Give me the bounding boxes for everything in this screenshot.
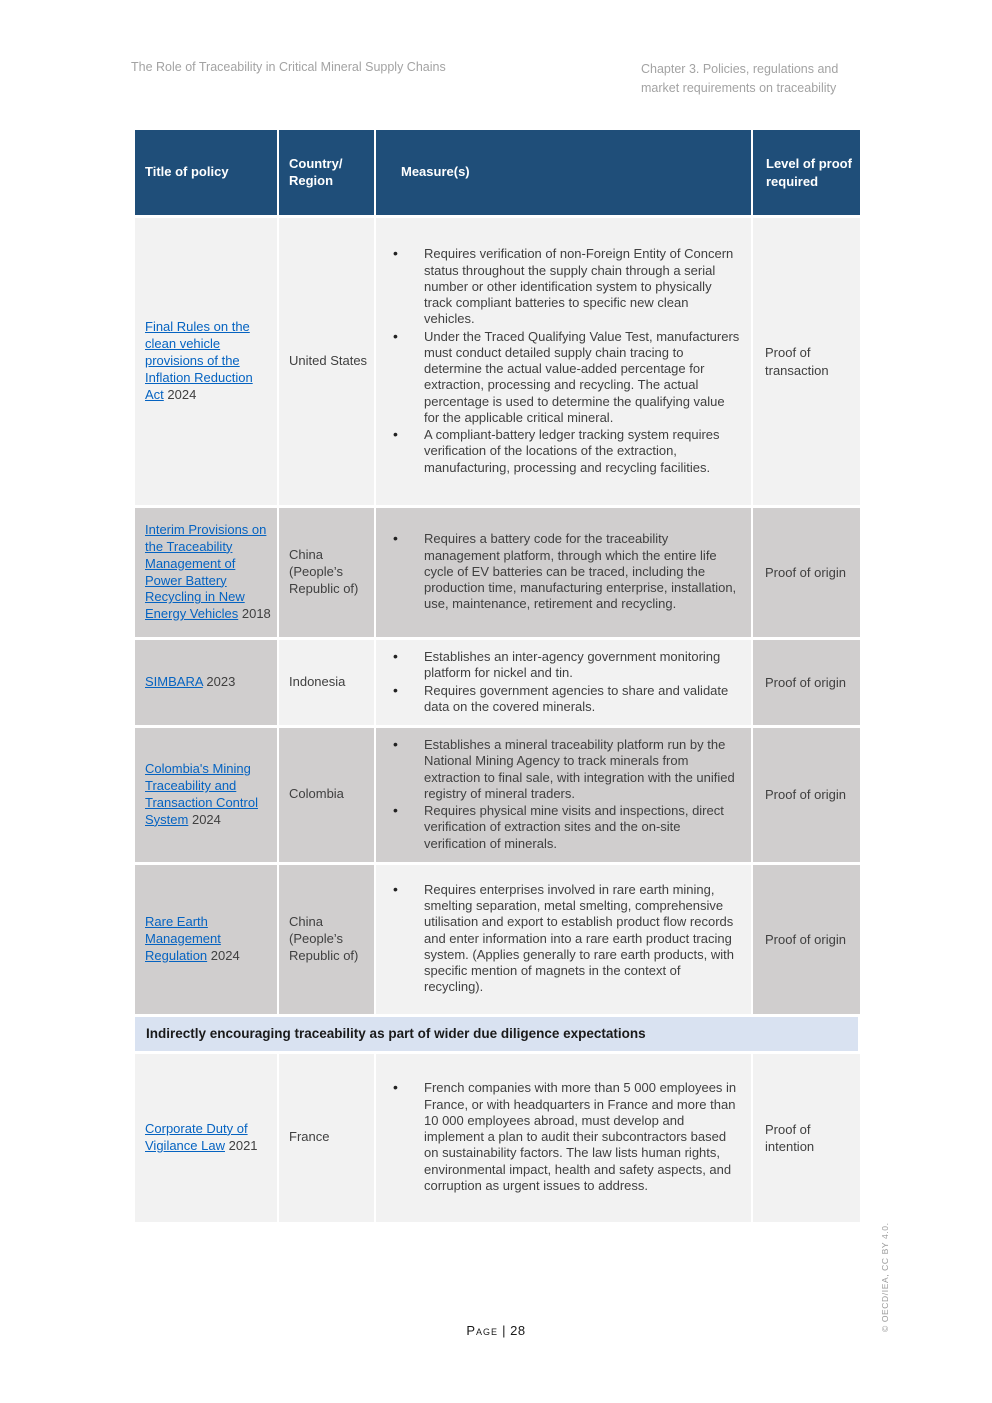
measure-item: • Requires physical mine visits and inspections, direct verification of extraction sites and the on-site verification of minerals. [376,803,741,852]
measure-item: • French companies with more than 5 000 employees in France, or with headquarters in France and more than 10 000 employees abroad, must develop and implement a plan to audit their subcontractors based on sustainability factors. The law lists human rights, environmental impact, health and safety aspects, and corruption as urgent issues to address. [376,1080,741,1194]
table-row [135,1054,858,1222]
policy-link[interactable]: Interim Provisions on the Traceability Management of Power Battery Recycling in New Energy Vehicles [145,521,267,622]
policy-title-cell [135,728,277,862]
country-cell: China (People’s Republic of) [279,865,374,1014]
policy-year: 2018 [241,606,271,622]
table-row [135,640,858,725]
column-header-proof: Level of proof required [753,130,860,215]
measure-item: • Requires a battery code for the traceability management platform, through which the entire life cycle of EV batteries can be traced, including the production time, manufacturing enterprise, installation, use, maintenance, retirement and recycling. [376,531,741,612]
policy-title-cell [135,865,277,1014]
policy-link[interactable]: Colombia's Mining Traceability and Transaction Control System [145,761,258,827]
measure-item: • Establishes a mineral traceability platform run by the National Mining Agency to track minerals from extraction to final sale, with integration with the unified registry of mineral traders. [376,737,741,802]
policy-title-cell [135,1054,277,1222]
column-header-title: Title of policy [135,130,277,215]
country-cell: China (People’s Republic of) [279,508,374,637]
policy-link[interactable]: Final Rules on the clean vehicle provisions of the Inflation Reduction Act [145,319,253,402]
proof-cell: Proof of transaction [753,218,860,505]
measure-item: • Requires government agencies to share and validate data on the covered minerals. [376,683,741,716]
measure-item: • Under the Traced Qualifying Value Test, manufacturers must conduct detailed supply chain tracing to determine the actual value-added percentage for extraction, processing and recycling. The actual percentage is used to determine the qualifying value for the applicable critical mineral. [376,329,741,427]
country-cell: United States [279,218,374,505]
policy-link[interactable]: Corporate Duty of Vigilance Law [145,1120,248,1153]
column-header-measures: Measure(s) [376,130,751,215]
running-header-right: Chapter 3. Policies, regulations and market requirements on traceability [641,62,839,96]
page-number [0,1323,992,1338]
country-cell: Indonesia [279,640,374,725]
page-number-value: | 28 [502,1323,526,1338]
policy-title-cell [135,508,277,637]
measure-item: • Establishes an inter-agency government monitoring platform for nickel and tin. [376,649,741,682]
running-header-left: The Role of Traceability in Critical Mineral Supply Chains [131,60,446,74]
proof-cell: Proof of intention [753,1054,860,1222]
table-header-row [135,130,858,215]
measures-cell [376,728,751,862]
proof-cell: Proof of origin [753,865,860,1014]
policy-table [135,130,858,1225]
measures-cell [376,640,751,725]
policy-title-cell [135,640,277,725]
measures-cell [376,865,751,1014]
proof-cell: Proof of origin [753,728,860,862]
policy-year: 2023 [206,674,236,690]
measures-cell [376,1054,751,1222]
table-row [135,508,858,637]
country-cell: Colombia [279,728,374,862]
policy-title-cell [135,218,277,505]
measures-cell [376,218,751,505]
measure-item: • A compliant-battery ledger tracking system requires verification of the locations of the extraction, manufacturing, processing and recycling facilities. [376,427,741,476]
table-row [135,865,858,1014]
column-header-country: Country/ Region [279,130,374,215]
policy-link[interactable]: Rare Earth Management Regulation [145,913,221,963]
table-section-header: Indirectly encouraging traceability as part of wider due diligence expectations [135,1017,858,1051]
measure-item: • Requires enterprises involved in rare earth mining, smelting separation, metal smelting, comprehensive utilisation and export to establish product flow records and enter information into a rare earth product tracing system. (Applies generally to rare earth products, with specific mention of magnets in the context of recycling). [376,882,741,996]
policy-year: 2021 [228,1137,258,1153]
policy-year: 2024 [210,947,240,963]
copyright-note: © OECD/IEA, CC BY 4.0. [880,1222,890,1332]
measures-cell [376,508,751,637]
policy-year: 2024 [167,386,197,402]
table-row [135,728,858,862]
policy-link[interactable]: SIMBARA [145,674,203,690]
policy-year: 2024 [191,811,221,827]
measure-item: • Requires verification of non-Foreign Entity of Concern status throughout the supply chain through a serial number or other identification system to physically track compliant batteries to specific new clean vehicles. [376,246,741,327]
proof-cell: Proof of origin [753,508,860,637]
country-cell: France [279,1054,374,1222]
table-row [135,218,858,505]
proof-cell: Proof of origin [753,640,860,725]
page-word: Page [466,1323,499,1338]
